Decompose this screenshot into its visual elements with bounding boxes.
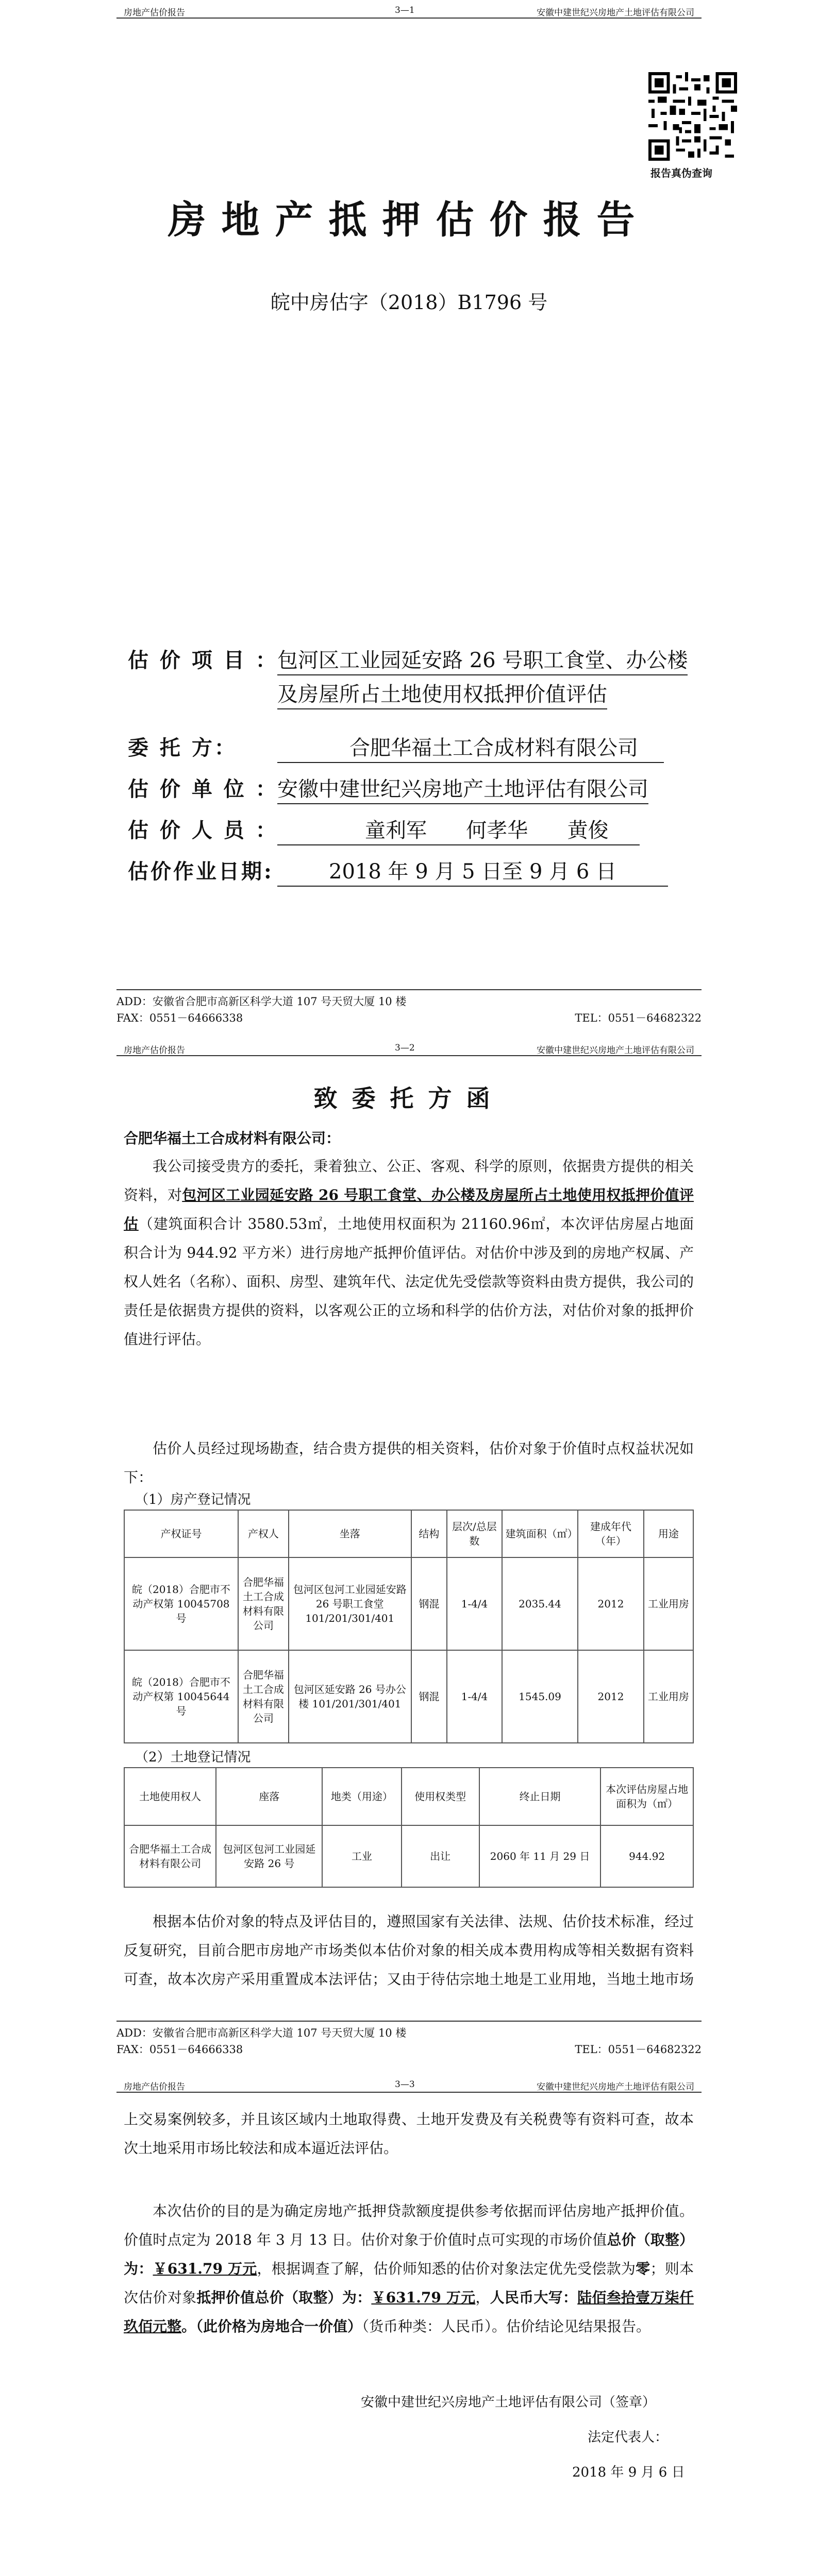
land-header: 土地使用权人 (124, 1768, 216, 1825)
page-footer (116, 989, 702, 1024)
footer-address: ADD：安徽省合肥市高新区科学大道 107 号天贸大厦 10 楼 (116, 995, 407, 1008)
house-header: 层次/总层数 (447, 1510, 502, 1557)
sign-representative: 法定代表人： (588, 2430, 669, 2445)
page-footer (116, 2021, 702, 2056)
report-number: 皖中房估字（2018）B1796 号 (270, 291, 548, 314)
header-page-number: 3—1 (395, 5, 415, 15)
house-header: 建筑面积（㎡） (502, 1510, 578, 1557)
land-section-title: （2）土地登记情况 (135, 1750, 251, 1765)
qr-caption: 报告真伪查询 (650, 167, 712, 179)
report-title: 房地产抵押估价报告 (168, 198, 650, 242)
header-page-number: 3—2 (395, 1043, 415, 1053)
header-page-number: 3—3 (395, 2079, 415, 2090)
sign-date: 2018 年 9 月 6 日 (572, 2465, 685, 2480)
project-value-line1: 包河区工业园延安路 26 号职工食堂、办公楼 (277, 644, 688, 675)
header-left: 房地产估价报告 (124, 2082, 185, 2092)
land-table (124, 1767, 694, 1888)
letter-title: 致委托方函 (313, 1084, 505, 1112)
land-header: 地类（用途） (322, 1768, 401, 1825)
footer-address: ADD：安徽省合肥市高新区科学大道 107 号天贸大厦 10 楼 (116, 2027, 407, 2039)
footer-tel: TEL：0551－64682322 (575, 1012, 702, 1024)
house-header: 用途 (644, 1510, 693, 1557)
land-header: 使用权类型 (402, 1768, 479, 1825)
page-cover (0, 0, 818, 1037)
appraiser-row (128, 773, 721, 804)
footer-fax: FAX：0551－64666338 (116, 2043, 243, 2056)
date-value: 2018 年 9 月 5 日至 9 月 6 日 (277, 855, 668, 887)
house-header: 结构 (411, 1510, 447, 1557)
project-value-line2: 及房屋所占土地使用权抵押价值评估 (277, 678, 607, 709)
house-section-title: （1）房产登记情况 (135, 1492, 251, 1507)
footer-tel: TEL：0551－64682322 (575, 2043, 702, 2056)
appraiser-label: 估 价 单 位 ： (128, 777, 278, 801)
client-value: 合肥华福土工合成材料有限公司 (277, 732, 664, 763)
persons-label: 估 价 人 员 ： (128, 818, 278, 842)
page-letter-continued (0, 2073, 818, 2576)
letter-paragraph-3-continued: 上交易案例较多，并且该区域内土地取得费、土地开发费及有关税费等有资料可查，故本次土地采用市场比较法和成本逼近法评估。 (124, 2111, 694, 2157)
letter-paragraph-3a: 根据本估价对象的特点及评估目的，遵照国家有关法律、法规、估价技术标准，经过反复研究，目前合肥市房地产市场类似本估价对象的相关成本费用构成等相关数据有资料可查，故本次房产采用重置成本法评估；又由于待估宗地土地是工业用地，当地土地市场 (124, 1913, 694, 1988)
header-company: 安徽中建世纪兴房地产土地评估有限公司 (537, 2082, 694, 2092)
house-header: 产权人 (238, 1510, 289, 1557)
date-row (128, 855, 721, 886)
letter-paragraph-1: 我公司接受贵方的委托，秉着独立、公正、客观、科学的原则，依据贵方提供的相关资料，对包河区工业园延安路 26 号职工食堂、办公楼及房屋所占土地使用权抵押价值评估（建筑面积合计 3580.53㎡，土地使用权面积为 21160.96㎡，本次评估房屋占地面积合计为 944.92 平方米）进行房地产抵押价值评估。对估价中涉及到的房地产权属、产权人姓名（名称）、面积、房型、建筑年代、法定优先受偿款等资料由贵方提供，我公司的责任是依据贵方提供的资料，以客观公正的立场和科学的估价方法，对估价对象的抵押价值进行评估。 (124, 1158, 694, 1348)
house-header: 产权证号 (124, 1510, 238, 1557)
persons-row (128, 814, 721, 845)
footer-fax: FAX：0551－64666338 (116, 1012, 243, 1024)
sign-company: 安徽中建世纪兴房地产土地评估有限公司（签章） (361, 2395, 656, 2410)
appraiser-value: 安徽中建世纪兴房地产土地评估有限公司 (277, 773, 648, 804)
page-header (116, 1040, 702, 1056)
table-row: 皖（2018）合肥市不动产权第 10045708 号 合肥华福土工合成材料有限公司 包河区包河工业园延安路 26 号职工食堂 101/201/301/401 钢混 1-4/4 2035.44 2012 工业用房 (124, 1557, 693, 1650)
house-table (124, 1510, 694, 1743)
header-left: 房地产估价报告 (124, 8, 185, 18)
letter-paragraph-2: 估价人员经过现场勘查，结合贵方提供的相关资料，估价对象于价值时点权益状况如下： (124, 1440, 694, 1486)
land-header: 终止日期 (479, 1768, 601, 1825)
qr-code-icon[interactable] (648, 72, 737, 161)
client-row (128, 732, 721, 762)
land-header: 本次评估房屋占地面积为（㎡） (600, 1768, 693, 1825)
page-header (116, 2, 702, 19)
client-label: 委 托 方： (128, 736, 237, 760)
header-company: 安徽中建世纪兴房地产土地评估有限公司 (537, 8, 694, 18)
page-letter (0, 1037, 818, 2073)
header-left: 房地产估价报告 (124, 1045, 185, 1056)
project-row (128, 644, 721, 706)
house-header: 坐落 (289, 1510, 411, 1557)
table-row: 合肥华福土工合成材料有限公司 包河区包河工业园延安路 26 号 工业 出让 2060 年 11 月 29 日 944.92 (124, 1825, 693, 1887)
table-row: 皖（2018）合肥市不动产权第 10045644 号 合肥华福土工合成材料有限公司 包河区延安路 26 号办公楼 101/201/301/401 钢混 1-4/4 1545.09 2012 工业用房 (124, 1650, 693, 1743)
header-company: 安徽中建世纪兴房地产土地评估有限公司 (537, 1045, 694, 1056)
persons-value: 童利军 何孝华 黄俊 (277, 814, 640, 845)
land-header: 座落 (216, 1768, 322, 1825)
letter-salutation: 合肥华福土工合成材料有限公司： (124, 1130, 341, 1147)
house-header: 建成年代（年） (578, 1510, 643, 1557)
date-label: 估价作业日期: (128, 859, 274, 884)
project-label: 估 价 项 目 ： (128, 648, 278, 672)
letter-paragraph-4: 本次估价的目的是为确定房地产抵押贷款额度提供参考依据而评估房地产抵押价值。价值时点定为 2018 年 3 月 13 日。估价对象于价值时点可实现的市场价值总价（取整）为：￥631.79 万元，根据调查了解，估价师知悉的估价对象法定优先受偿款为零；则本次估价对象抵押价值总价（取整）为：￥631.79 万元，人民币大写：陆佰叁拾壹万柒仟玖佰元整。（此价格为房地合一价值）（货币种类：人民币）。估价结论见结果报告。 (124, 2202, 694, 2335)
